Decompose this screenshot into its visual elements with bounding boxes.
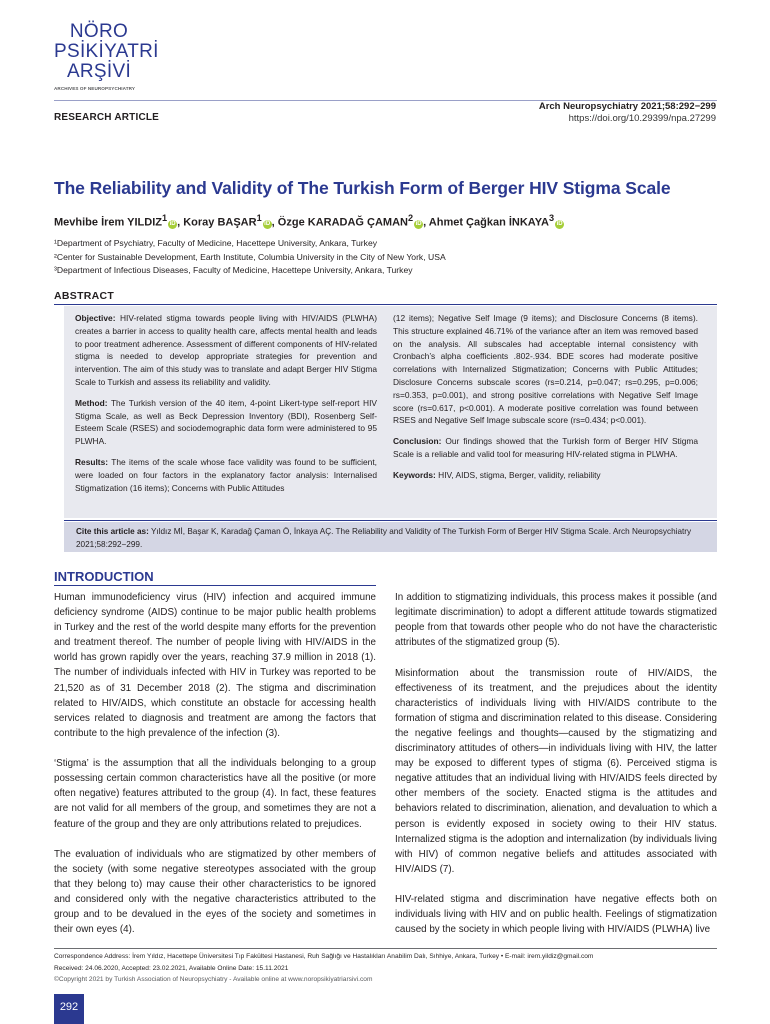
logo-line-2: PSİKİYATRİ [54, 41, 159, 62]
page-number: 292 [54, 994, 84, 1024]
orcid-icon[interactable]: iD [169, 220, 176, 227]
orcid-icon[interactable]: iD [264, 220, 271, 227]
introduction-heading: INTRODUCTION [54, 569, 154, 584]
body-paragraph: In addition to stigmatizing individuals, this process makes it possible (and legitimate discrimination) to adopt a different attitude towards stigmatized people from that towards other people who do not have the characteristic attributes of the stigmatized group (5). [395, 592, 717, 649]
logo-line-3: ARŞİVİ [66, 61, 132, 82]
author-affil-sup: 1 [162, 213, 168, 223]
method-label: Method: [75, 397, 108, 408]
method-text: The Turkish version of the 40 item, 4-point Likert-type self-report HIV Stigma Scale, as well as Beck Depression Inventory (BDI), Rosenberg Self-Esteem Scale (RSES) and sociodemographic data form were administered to 95 PLWHA. [75, 397, 377, 447]
orcid-icon[interactable]: iD [415, 220, 422, 227]
body-paragraph: HIV-related stigma and discrimination have negative effects both on individuals living with HIV and on public health. Feelings of stigmatization caused by the society in which people living with HIV/AIDS (PLWHA) live [395, 894, 717, 936]
logo-subtitle: ARCHIVES OF NEUROPSYCHIATRY [54, 86, 136, 91]
keywords-label: Keywords: [393, 469, 436, 480]
conclusion-label: Conclusion: [393, 436, 442, 447]
logo-line-1: NÖRO [69, 21, 129, 42]
author-affil-sup: 3 [549, 213, 555, 223]
journal-citation-ref [539, 101, 716, 125]
article-dates: Received: 24.06.2020, Accepted: 23.02.2021, Available Online Date: 15.11.2021 [54, 964, 289, 972]
abstract-results-continued: (12 items); Negative Self Image (9 items); and Disclosure Concerns (8 items). This structure explained 46.71% of the variance after an item was removed based on the analysis. All subscales had acceptable internal consistency with Cronbach’s alpha coefficients .802-.934. BDE scores had moderate positive correlations with Internalized Stigmatization; Concerns with Public Attitudes; Disclosure Concerns subscale scores (rs=0.214, p=0.047; rs=0.295, p=0.006; rs=0.353, p=0.001), and strong positive correlations with Negative Self Image score (rs=0.617, p<0.001). A moderate positive correlation was found between RSES and Negative Self Image subscale score (rs=0.434; p<0.001). [393, 313, 698, 426]
abstract-method [75, 397, 377, 448]
footer [54, 951, 717, 986]
abstract-column-right [393, 312, 698, 490]
keywords-text: HIV, AIDS, stigma, Berger, validity, reliability [438, 469, 601, 480]
cite-text: Yıldız Mİ, Başar K, Karadağ Çaman Ö, İnkaya AÇ. The Reliability and Validity of The Turkish Form of Berger HIV Stigma Scale. Arch Neuropsychiatry 2021;58:292−299. [76, 527, 692, 549]
abstract-results [75, 456, 377, 494]
author-name: Mevhibe İrem YILDIZ [54, 216, 162, 229]
affiliations [54, 237, 734, 278]
orcid-icon[interactable]: iD [556, 220, 563, 227]
abstract-conclusion [393, 435, 698, 461]
author-name: Özge KARADAĞ ÇAMAN [277, 216, 408, 229]
author-list: Mevhibe İrem YILDIZ$^1$iD , Koray BAŞAR$^1$iD , Özge KARADAĞ ÇAMAN$^2$iD , Ahmet Çağkan İNKAYA$^3$iD [54, 213, 563, 229]
citation-ref: Arch Neuropsychiatry 2021;58:292−299 [538, 101, 716, 112]
author-name: Koray BAŞAR [183, 216, 257, 229]
results-text-left: The items of the scale whose face validity was found to be sufficient, were loaded on four factors in the explanatory factor analysis: Internalised Stigmatization (16 items); Concerns with Public Attitudes [75, 456, 377, 493]
article-type: RESEARCH ARTICLE [54, 112, 160, 123]
footer-divider [54, 948, 717, 949]
correspondence-address: Correspondence Address: İrem Yıldız, Hacettepe Üniversitesi Tıp Fakültesi Hastanesi, Ruh Sağlığı ve Hastalıkları Anabilim Dalı, Sıhhiye, Ankara, Turkey • E-mail: irem.yildiz@gmail.com [54, 953, 594, 960]
body-paragraph: ‘Stigma’ is the assumption that all the individuals belonging to a group possessing certain common characteristics have all the positive (or more often negative) features attributed to the group (4). In fact, these features are not valid for all members of the group, and sometimes they are not a feature of the group and they are only attributions related to prejudices. [54, 758, 376, 830]
cite-this-article [64, 522, 717, 552]
affiliation-line: ²Center for Sustainable Development, Earth Institute, Columbia University in the City of New York, USA [54, 251, 446, 262]
journal-logo [54, 21, 159, 91]
affiliation-line: ³Department of Infectious Diseases, Faculty of Medicine, Hacettepe University, Ankara, Turkey [54, 265, 413, 275]
cite-divider [64, 520, 717, 521]
objective-text: HIV-related stigma towards people living with HIV/AIDS (PLWHA) creates a barrier in access to quality health care, affects mental health and leads to poor treatment adherence. Assessment of different components of HIV-related stigma is needed to develop appropriate strategies for prevention and intervention. The aim of this study was to translate and adapt Berger HIV Stigma Scale to Turkish and assess its reliability and validity. [75, 313, 377, 387]
article-title: The Reliability and Validity of The Turkish Form of Berger HIV Stigma Scale [54, 178, 671, 198]
body-paragraph: The evaluation of individuals who are stigmatized by other members of the society (with some negative stereotypes associated with the group that they belong to) may cause their other characteristics to be ignored and considered only with the negative characteristics attributed to the group and to be devalued in the eyes of the society and sometimes in their own eyes (4). [54, 848, 376, 936]
body-paragraph: Misinformation about the transmission route of HIV/AIDS, the effectiveness of its treatment, and the prejudices about the identity characteristics of individuals living with HIV/AIDS contribute to the formation of stigma and discrimination related to this disease. Considering the negative feelings and thoughts—caused by the stigmatizing and discriminatory attitudes of others—in individuals living with HIV, the latter may be exposed to different types of stigma (6). Perceived stigma is negative attitudes that an individual living with HIV/AIDS feels directed by other members of the society. Enacted stigma is the attitudes and behaviors related to discrimination, alienation, and devaluation to which a person is evidently exposed in society owing to their HIV status. Internalized stigma is the adoption and internalization (by individuals living with HIV) of common negative beliefs and attitudes associated with HIV/AIDS (7). [395, 667, 717, 875]
abstract-heading: ABSTRACT [54, 290, 115, 302]
doi-link[interactable]: https://doi.org/10.29399/npa.27299 [568, 113, 716, 124]
results-label: Results: [75, 456, 109, 467]
body-column-right [395, 590, 717, 953]
author-name: Ahmet Çağkan İNKAYA [428, 216, 550, 229]
author-affil-sup: 2 [407, 213, 414, 223]
affiliation-line: ¹Department of Psychiatry, Faculty of Medicine, Hacettepe University, Ankara, Turkey [54, 238, 378, 248]
body-paragraph: Human immunodeficiency virus (HIV) infection and acquired immune deficiency syndrome (AIDS) continue to be major public health problems in Turkey and the rest of the world despite many efforts for the prevention and treatment thereof. The number of people living with HIV/AIDS in the world has grown rapidly over the years, reaching 37.9 million in 2018 (1). The number of individuals infected with HIV in Turkey was reported to be 21,520 as of 31 December 2018 (2). The stigma and discrimination related to HIV/AIDS, which constitute an obstacle for accessing health services related to diagnosis and treatment are among the factors that contribute to the high prevalence of the infection (3). [54, 592, 376, 739]
section-divider [54, 585, 376, 586]
copyright-notice: ©Copyright 2021 by Turkish Association of Neuropsychiatry - Available online at www.noropsikiyatriarsivi.com [54, 976, 373, 983]
abstract-column-left [75, 312, 377, 502]
abstract-objective [75, 312, 377, 389]
author-affil-sup: 1 [256, 213, 262, 223]
objective-label: Objective: [75, 313, 116, 323]
conclusion-text: Our findings showed that the Turkish form of Berger HIV Stigma Scale is a reliable and valid tool for measuring HIV-related stigma in PLWHA. [393, 436, 699, 459]
cite-label: Cite this article as: [76, 527, 149, 536]
abstract-keywords [393, 469, 698, 482]
abstract-divider [54, 304, 717, 305]
body-column-left [54, 590, 376, 953]
